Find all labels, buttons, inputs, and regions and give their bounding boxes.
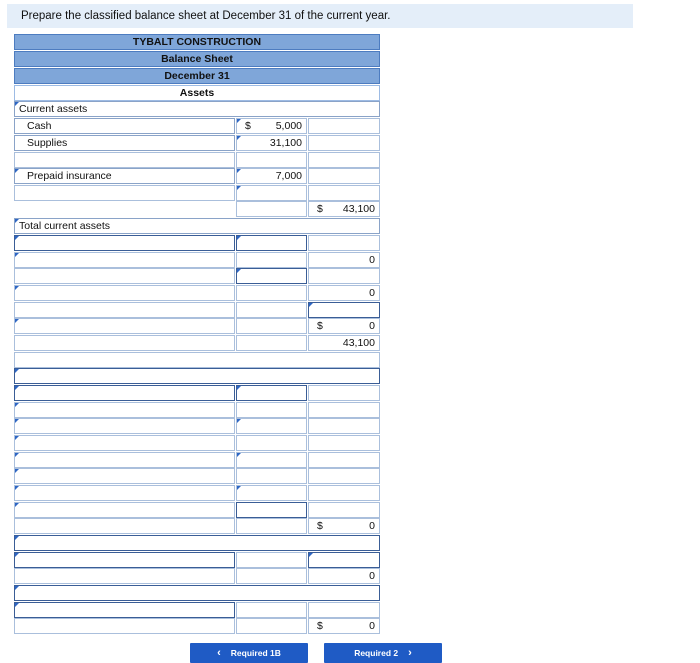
dropdown-indicator-icon [15, 486, 19, 490]
next-button-label: Required 2 [354, 648, 399, 658]
prepaid-insurance-label[interactable]: Prepaid insurance [14, 168, 235, 184]
summary-value-a[interactable]: 0 [308, 252, 380, 268]
company-name: TYBALT CONSTRUCTION [14, 34, 380, 50]
subtotal-amount-cell[interactable] [236, 201, 307, 217]
summary-dollar-e: $ [317, 520, 323, 532]
input-label-r16[interactable] [14, 485, 235, 501]
blank-amount-row-1[interactable] [236, 152, 307, 168]
input-amount-r15[interactable] [236, 468, 307, 484]
input-amount-r20[interactable] [236, 552, 307, 568]
input-label-r10[interactable] [14, 385, 235, 401]
input-full-row-19[interactable] [14, 535, 380, 551]
input-amount-r3[interactable] [236, 268, 307, 284]
supplies-label[interactable]: Supplies [14, 135, 235, 151]
input-total-r15[interactable] [308, 468, 380, 484]
input-label-r17[interactable] [14, 502, 235, 518]
input-label-r11[interactable] [14, 402, 235, 418]
input-label-r15[interactable] [14, 468, 235, 484]
input-full-row-22[interactable] [14, 585, 380, 601]
current-assets-subtotal[interactable]: 43,100 [308, 201, 380, 217]
statement-date: December 31 [14, 68, 380, 84]
input-total-r12[interactable] [308, 418, 380, 434]
blank-label-row-1[interactable] [14, 152, 235, 168]
dropdown-indicator-icon [237, 236, 241, 240]
input-label-r20[interactable] [14, 552, 235, 568]
prepaid-insurance-amount[interactable]: 7,000 [236, 168, 307, 184]
input-label-r4[interactable] [14, 285, 235, 301]
prev-button-label: Required 1B [230, 648, 281, 658]
instruction-bar [7, 4, 633, 28]
supplies-amount[interactable]: 31,100 [236, 135, 307, 151]
dropdown-indicator-icon [237, 419, 241, 423]
dropdown-indicator-icon [15, 102, 19, 106]
input-amount-r10[interactable] [236, 385, 307, 401]
blank-total-row-1[interactable] [308, 152, 380, 168]
input-amount-r13[interactable] [236, 435, 307, 451]
dropdown-indicator-icon [237, 169, 241, 173]
input-total-r17[interactable] [308, 502, 380, 518]
input-label-r3[interactable] [14, 268, 235, 284]
chevron-right-icon: › [408, 647, 412, 659]
input-amount-r4[interactable] [236, 285, 307, 301]
summary-dollar-g: $ [317, 620, 323, 632]
blank-total-row-2[interactable] [308, 185, 380, 201]
summary-value-f[interactable]: 0 [308, 568, 380, 584]
section-assets: Assets [14, 85, 380, 101]
summary-value-c[interactable]: 0 [308, 318, 380, 334]
dropdown-indicator-icon [237, 136, 241, 140]
input-amount-r23[interactable] [236, 602, 307, 618]
input-full-row-9[interactable] [14, 368, 380, 384]
chevron-left-icon: ‹ [217, 647, 221, 659]
dropdown-indicator-icon [15, 419, 19, 423]
input-label-r6[interactable] [14, 318, 235, 334]
input-amount-r6[interactable] [236, 318, 307, 334]
dropdown-indicator-icon [15, 586, 19, 590]
summary-value-e[interactable]: 0 [308, 518, 380, 534]
input-amount-r16[interactable] [236, 485, 307, 501]
current-assets-heading[interactable]: Current assets [14, 101, 380, 117]
input-amount-r21[interactable] [236, 568, 307, 584]
input-amount-r18[interactable] [236, 518, 307, 534]
input-label-r1[interactable] [14, 235, 235, 251]
dropdown-indicator-icon [15, 469, 19, 473]
input-label-r2[interactable] [14, 252, 235, 268]
dropdown-indicator-icon [15, 436, 19, 440]
input-amount-r1[interactable] [236, 235, 307, 251]
dropdown-indicator-icon [237, 386, 241, 390]
input-label-r21[interactable] [14, 568, 235, 584]
input-total-r16[interactable] [308, 485, 380, 501]
dropdown-indicator-icon [237, 269, 241, 273]
input-total-r14[interactable] [308, 452, 380, 468]
dropdown-indicator-icon [309, 553, 313, 557]
dropdown-indicator-icon [15, 219, 19, 223]
input-total-r20[interactable] [308, 552, 380, 568]
total-current-assets-label[interactable]: Total current assets [14, 218, 380, 234]
dropdown-indicator-icon [237, 486, 241, 490]
input-label-r12[interactable] [14, 418, 235, 434]
input-amount-r11[interactable] [236, 402, 307, 418]
input-amount-r2[interactable] [236, 252, 307, 268]
input-total-r23[interactable] [308, 602, 380, 618]
dropdown-indicator-icon [15, 603, 19, 607]
input-total-r3[interactable] [308, 268, 380, 284]
dropdown-indicator-icon [15, 453, 19, 457]
dropdown-indicator-icon [15, 253, 19, 257]
dropdown-indicator-icon [15, 286, 19, 290]
dropdown-indicator-icon [15, 536, 19, 540]
input-total-r5[interactable] [308, 302, 380, 318]
input-label-r13[interactable] [14, 435, 235, 451]
blank-label-row-2[interactable] [14, 185, 235, 201]
input-total-r11[interactable] [308, 402, 380, 418]
input-amount-r17[interactable] [236, 502, 307, 518]
input-amount-r7[interactable] [236, 335, 307, 351]
input-label-r23[interactable] [14, 602, 235, 618]
next-required-2-button[interactable] [324, 643, 442, 663]
dropdown-indicator-icon [15, 236, 19, 240]
dropdown-indicator-icon [237, 453, 241, 457]
dropdown-indicator-icon [15, 386, 19, 390]
blank-amount-row-2[interactable] [236, 185, 307, 201]
dropdown-indicator-icon [15, 169, 19, 173]
cash-amount[interactable]: 5,000 [236, 118, 307, 134]
dropdown-indicator-icon [15, 403, 19, 407]
input-full-row-8[interactable] [14, 352, 380, 368]
summary-value-d[interactable]: 43,100 [308, 335, 380, 351]
dropdown-indicator-icon [15, 319, 19, 323]
summary-dollar-c: $ [317, 320, 323, 332]
prev-required-1b-button[interactable] [190, 643, 308, 663]
input-label-r24[interactable] [14, 618, 235, 634]
cash-dollar-sign: $ [245, 120, 251, 132]
dropdown-indicator-icon [15, 503, 19, 507]
supplies-total-cell[interactable] [308, 135, 380, 151]
input-amount-r14[interactable] [236, 452, 307, 468]
input-label-r18[interactable] [14, 518, 235, 534]
dropdown-indicator-icon [237, 119, 241, 123]
summary-value-g[interactable]: 0 [308, 618, 380, 634]
input-label-r5[interactable] [14, 302, 235, 318]
dropdown-indicator-icon [15, 369, 19, 373]
input-amount-r12[interactable] [236, 418, 307, 434]
statement-title: Balance Sheet [14, 51, 380, 67]
cash-label[interactable]: Cash [14, 118, 235, 134]
input-label-r14[interactable] [14, 452, 235, 468]
input-amount-r5[interactable] [236, 302, 307, 318]
dropdown-indicator-icon [237, 186, 241, 190]
input-total-r1[interactable] [308, 235, 380, 251]
spacer-row [14, 201, 235, 217]
instruction-text: Prepare the classified balance sheet at December 31 of the current year. [21, 10, 391, 22]
input-amount-r24[interactable] [236, 618, 307, 634]
input-total-r10[interactable] [308, 385, 380, 401]
subtotal-dollar-sign: $ [317, 203, 323, 215]
dropdown-indicator-icon [15, 553, 19, 557]
input-total-r13[interactable] [308, 435, 380, 451]
summary-value-b[interactable]: 0 [308, 285, 380, 301]
prepaid-total-cell[interactable] [308, 168, 380, 184]
input-label-r7[interactable] [14, 335, 235, 351]
dropdown-indicator-icon [309, 303, 313, 307]
cash-total-cell[interactable] [308, 118, 380, 134]
